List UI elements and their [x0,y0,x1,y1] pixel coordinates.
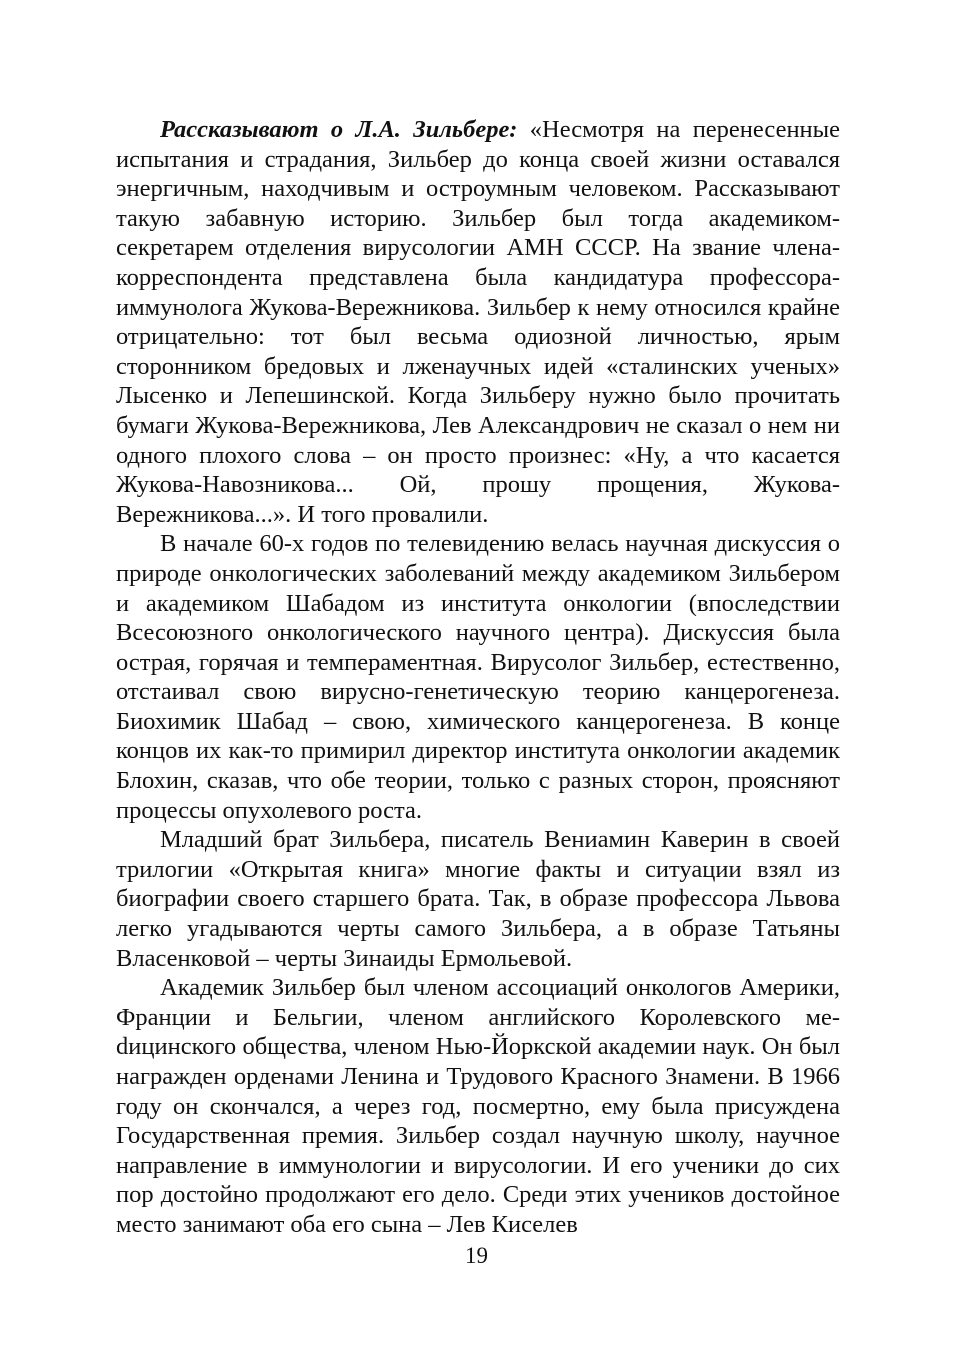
paragraph-2 [116,529,840,825]
paragraph-text: В начале 60-х годов по телевидению велась научная дискуссия о природе онкологических заболеваний между академиком Зильбером и академиком Шабадом из института онкологии (впоследствии Всесоюзного онкологического научного центра). Дискуссия была острая, горячая и темпераментная. Вирусолог Зильбер, естественно, отстаивал свою вирусно-генетическую теорию канцерогенеза. Биохимик Шабад – свою, химического канцерогенеза. В конце концов их как-то примирил директор института онкологии академик Блохин, сказав, что обе теории, только с разных сторон, проясняют процессы опухолевого роста. [116,530,840,824]
paragraph-4 [116,973,840,1239]
paragraph-lead: Рассказывают о Л.А. Зильбере: [160,116,518,143]
paragraph-text: Младший брат Зильбера, писатель Вениамин Каверин в своей трилогии «Открытая книга» многие факты и ситуации взял из биографии своего старшего брата. Так, в образе профессора Львова легко угадываются черты самого Зильбера, а в образе Татьяны Власенковой – черты Зинаиды Ермольевой. [116,826,840,972]
page-number: 19 [465,1243,488,1268]
body-text [116,115,840,1240]
paragraph-3 [116,825,840,973]
paragraph-text: «Несмотря на перенесенные испытания и страдания, Зильбер до конца своей жизни оставался энергичным, находчивым и остроумным человеком. Рассказывают такую забавную историю. Зильбер был тогда академиком-секретарем отделения вирусологии АМН СССР. На звание члена-корреспондента представлена была кандидатура профессора-иммунолога Жукова-Вережникова. Зильбер к нему относился крайне отрицательно: тот был весьма одиозной личностью, ярым сторонником бредовых и лженаучных идей «сталинских ученых» Лысенко и Лепешинской. Когда Зильберу нужно было прочитать бумаги Жукова-Вережникова, Лев Александрович не сказал о нем ни одного плохого слова – он просто произнес: «Ну, а что касается Жукова-Навозникова... Ой, прошу прощения, Жукова-Вережникова...». И того провалили. [116,116,840,528]
paragraph-1 [116,115,840,529]
paragraph-text: Академик Зильбер был членом ассоциаций онкологов Америки, Франции и Бельгии, членом английского Королевского меdицинского общества, членом Нью-Йоркской академии наук. Он был награжден орденами Ленина и Трудового Красного Знамени. В 1966 году он скончался, а через год, посмертно, ему была присуждена Государственная премия. Зильбер создал научную школу, научное направление в иммунологии и вирусологии. И его ученики до сих пор достойно продолжают его дело. Среди этих учеников достойное место занимают оба его сына – Лев Киселев [116,974,840,1238]
